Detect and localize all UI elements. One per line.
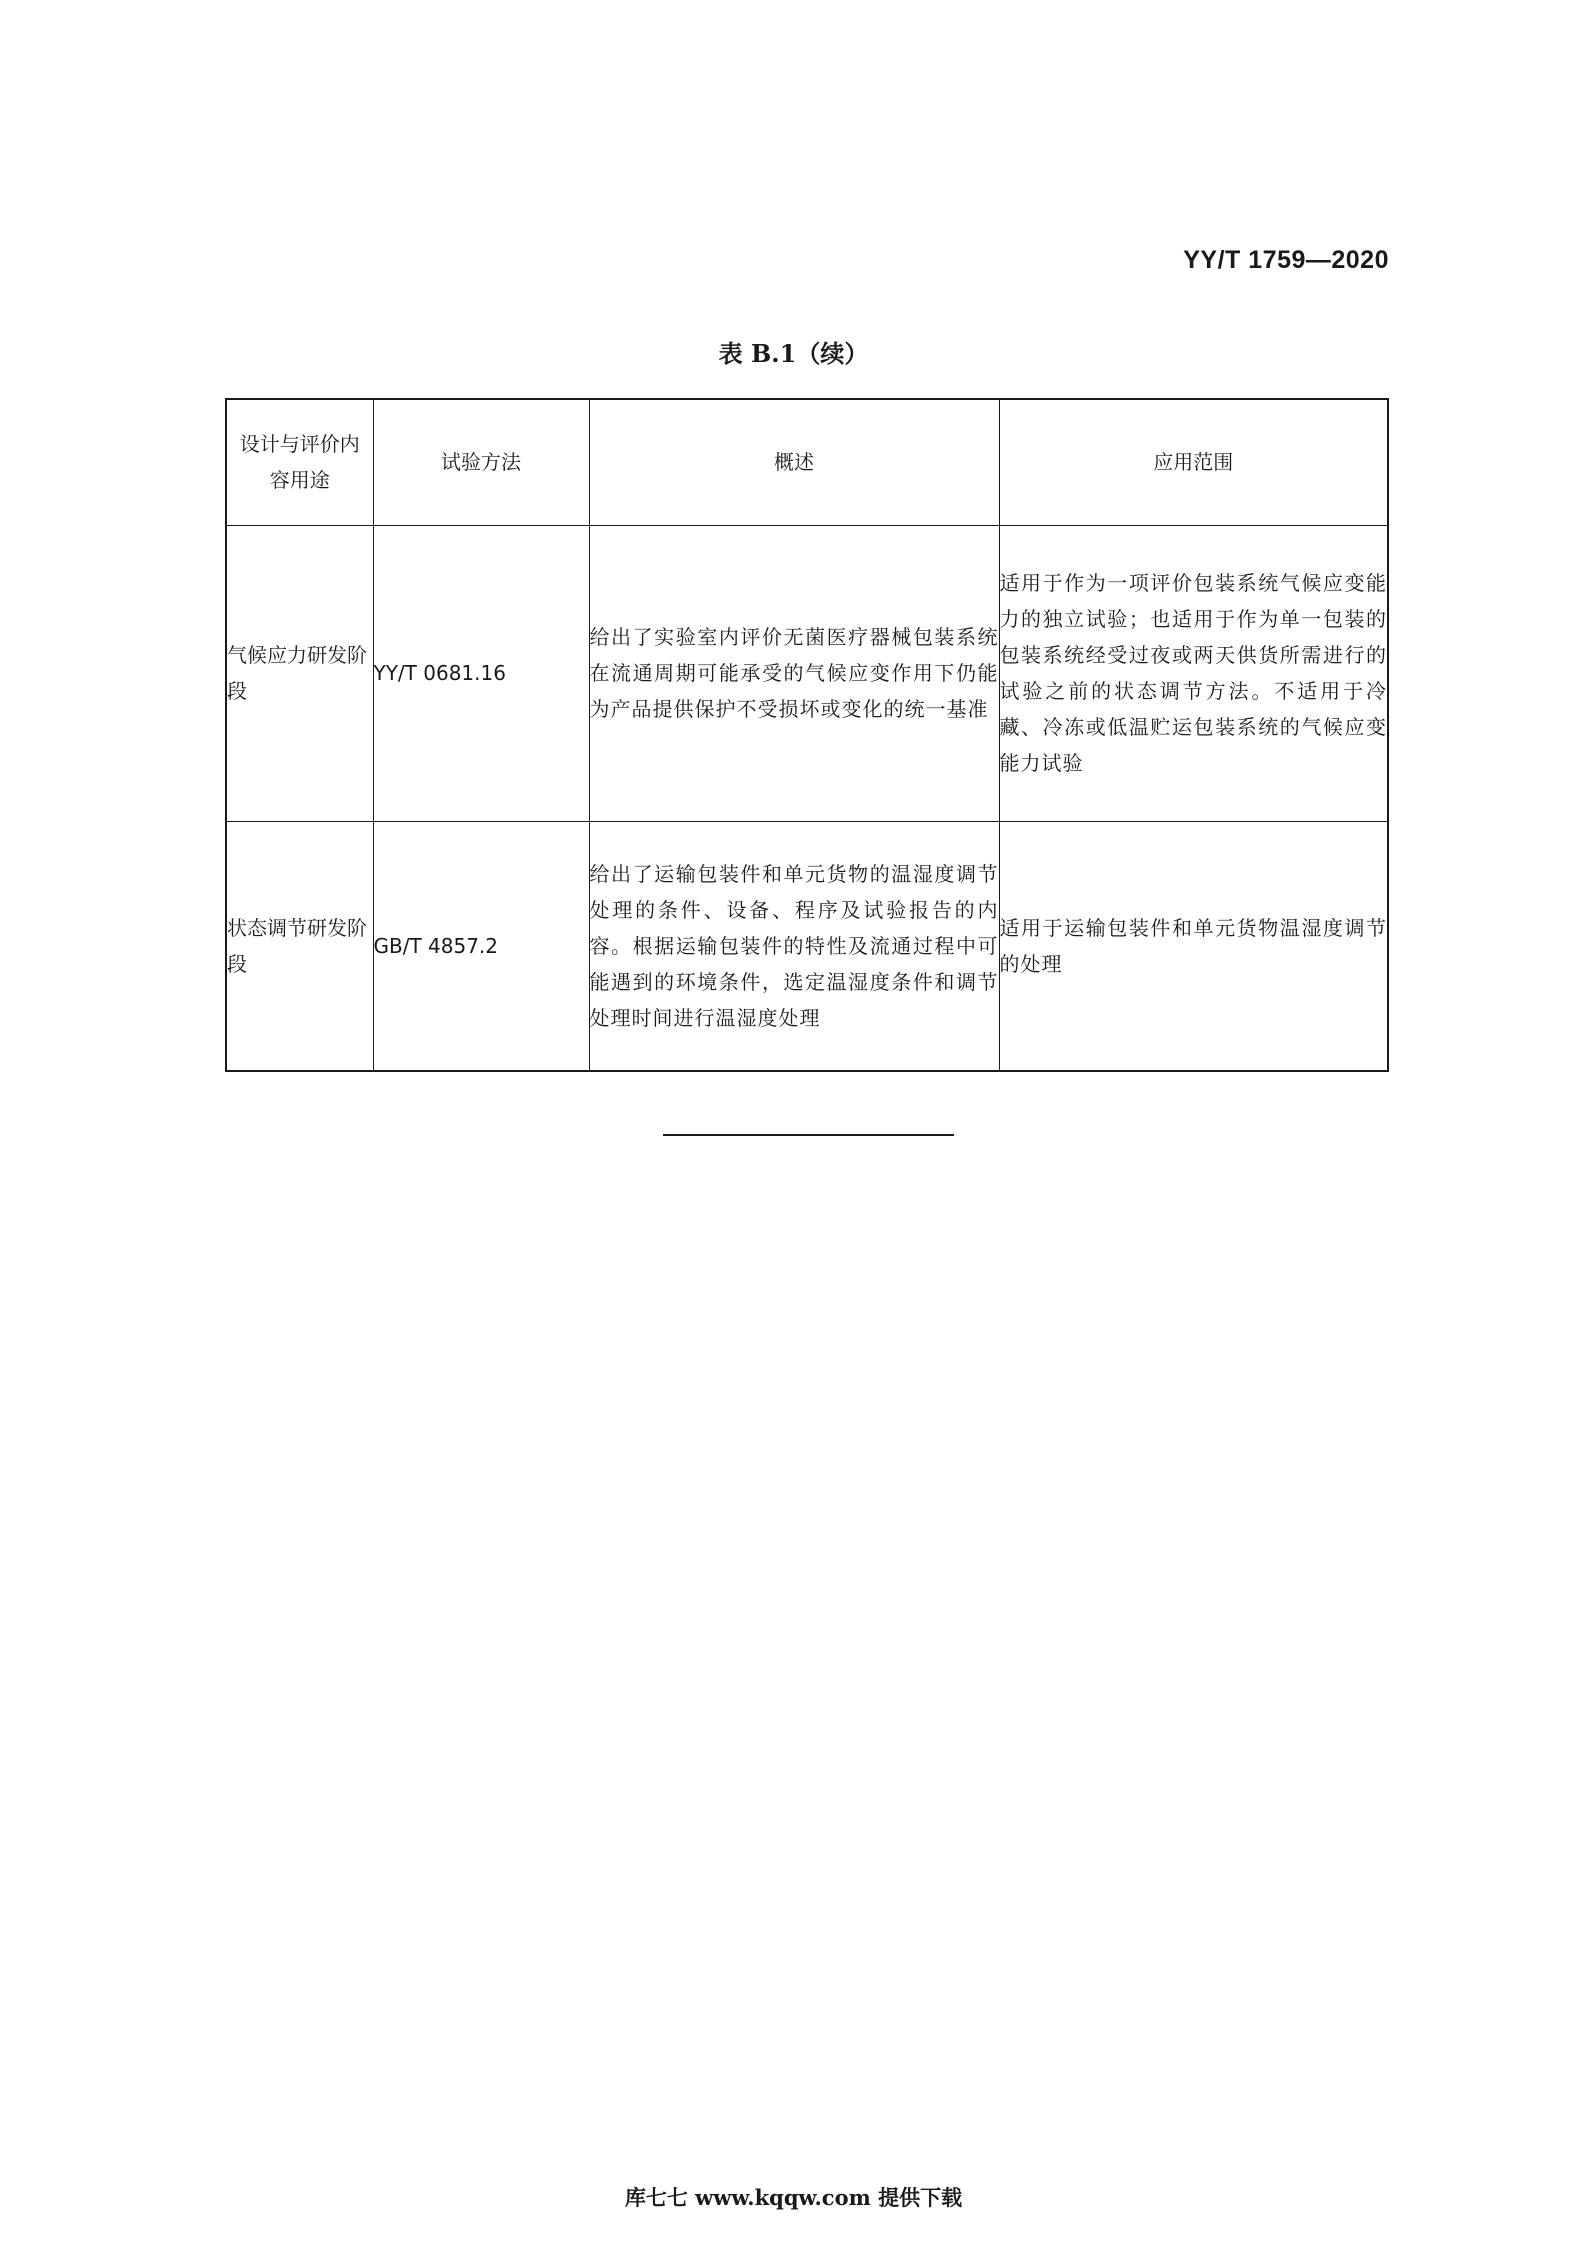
table-row [226,525,1388,821]
spec-table [225,398,1389,1072]
table-title: 表 B.1（续） [718,339,869,368]
table-row [226,821,1388,1071]
cell-method: YY/T 0681.16 [373,525,589,821]
footer-watermark-text: 库七七 www.kqqw.com 提供下载 [624,2185,963,2210]
column-header-description: 概述 [589,399,999,525]
table-header-row [226,399,1388,525]
end-rule-divider [663,1134,954,1136]
cell-description: 给出了运输包装件和单元货物的温湿度调节处理的条件、设备、程序及试验报告的内容。根据运输包装件的特性及流通过程中可能遇到的环境条件，选定温湿度条件和调节处理时间进行温湿度处理 [589,821,999,1071]
cell-purpose: 气候应力研发阶段 [226,525,373,821]
column-header-purpose: 设计与评价内容用途 [226,399,373,525]
cell-scope: 适用于作为一项评价包装系统气候应变能力的独立试验；也适用于作为单一包装的包装系统经受过夜或两天供货所需进行的试验之前的状态调节方法。不适用于冷藏、冷冻或低温贮运包装系统的气候应变能力试验 [999,525,1388,821]
cell-purpose: 状态调节研发阶段 [226,821,373,1071]
column-header-method: 试验方法 [373,399,589,525]
column-header-scope: 应用范围 [999,399,1388,525]
cell-scope: 适用于运输包装件和单元货物温湿度调节的处理 [999,821,1388,1071]
cell-description: 给出了实验室内评价无菌医疗器械包装系统在流通周期可能承受的气候应变作用下仍能为产品提供保护不受损坏或变化的统一基准 [589,525,999,821]
standard-code: YY/T 1759—2020 [1183,246,1389,274]
cell-method: GB/T 4857.2 [373,821,589,1071]
